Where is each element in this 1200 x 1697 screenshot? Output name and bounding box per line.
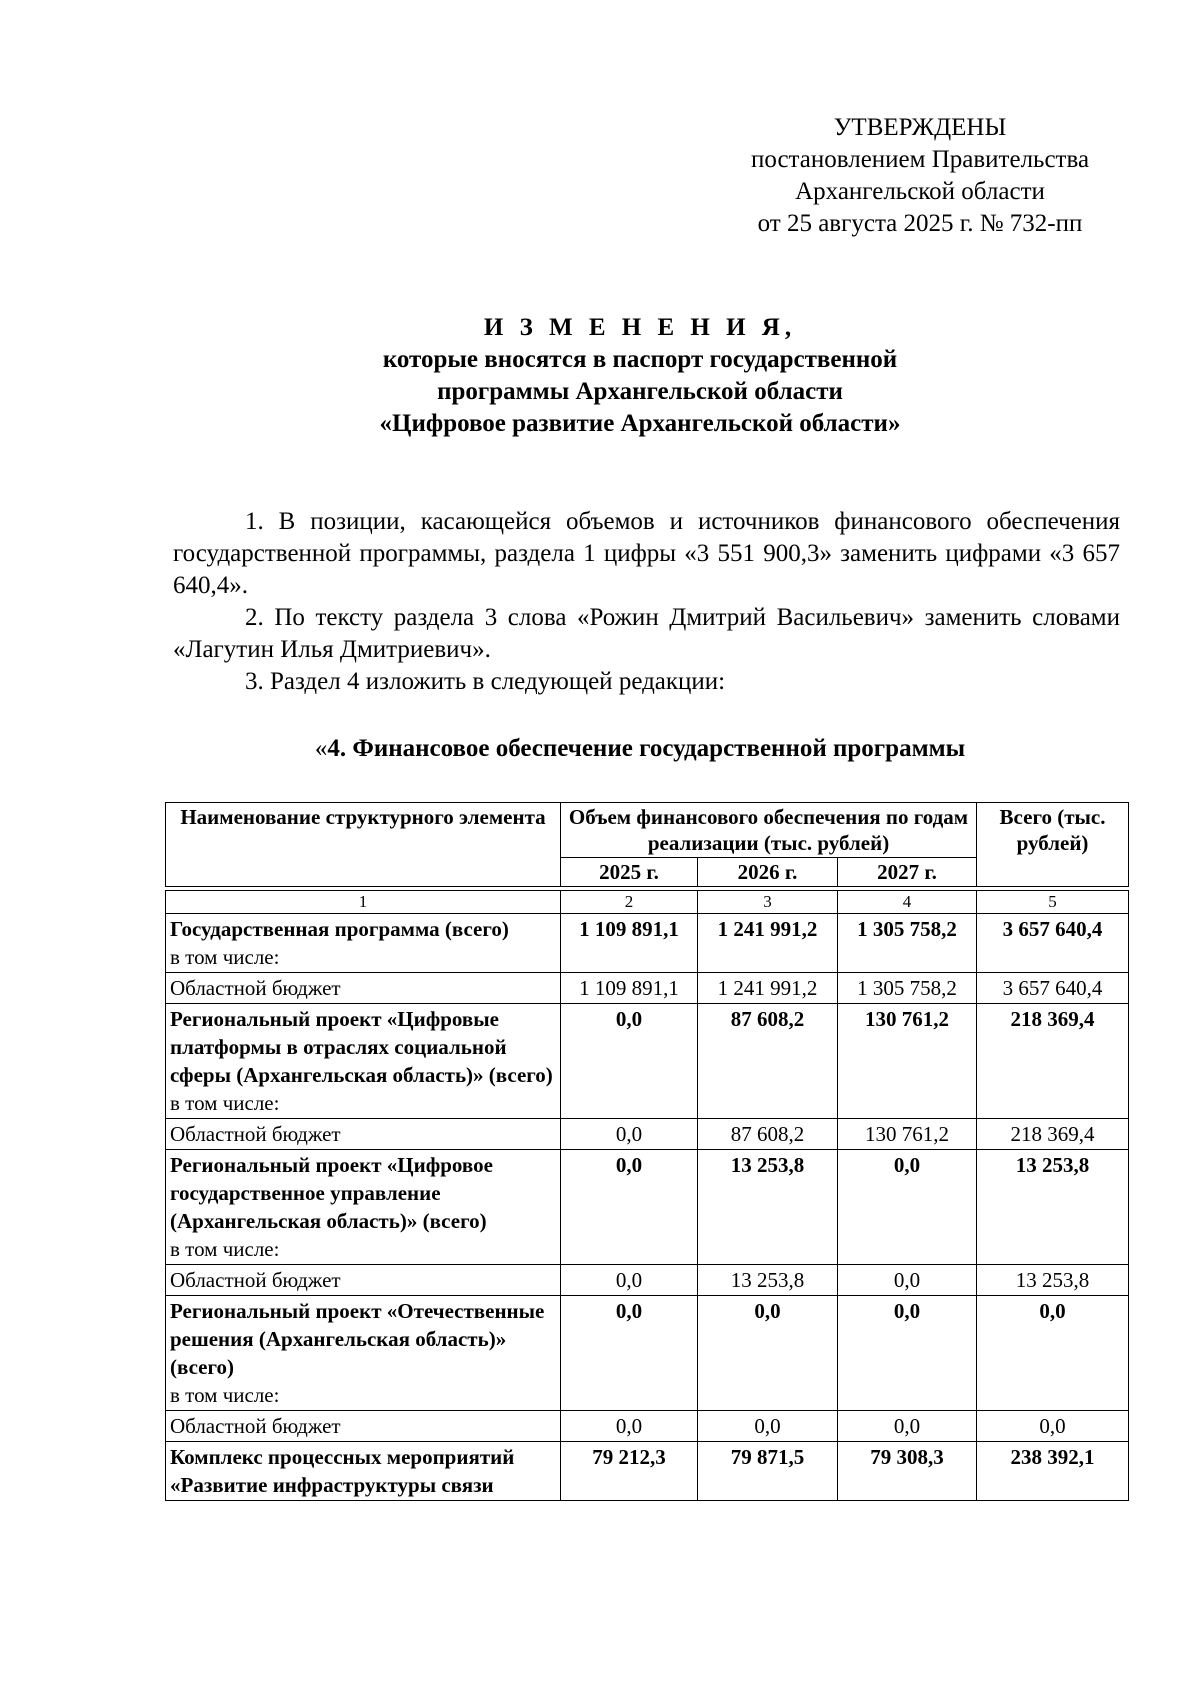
row-title: Государственная программа (всего) [170, 917, 509, 941]
document-title [160, 312, 1120, 440]
row-name [166, 1442, 561, 1501]
value-total: 0,0 [977, 1411, 1129, 1442]
column-number: 1 [166, 891, 561, 914]
value-2026: 0,0 [698, 1296, 838, 1411]
header-year-2025: 2025 г. [561, 858, 698, 887]
value-total: 0,0 [977, 1296, 1129, 1411]
value-2026: 1 241 991,2 [698, 914, 838, 973]
value-2025: 0,0 [561, 1119, 698, 1150]
amendments-text [173, 506, 1120, 698]
value-2026: 79 871,5 [698, 1442, 838, 1501]
value-2027: 130 761,2 [838, 1119, 977, 1150]
title-program-name: «Цифровое развитие Архангельской области» [379, 410, 901, 437]
header-name: Наименование структурного элемента [166, 803, 561, 887]
table-header-row [166, 803, 1129, 858]
value-2025: 1 109 891,1 [561, 973, 698, 1004]
value-total: 13 253,8 [977, 1265, 1129, 1296]
row-sub-label: в том числе: [170, 945, 280, 969]
row-name: Областной бюджет [166, 1411, 561, 1442]
title-line: которые вносятся в паспорт государственной [382, 346, 898, 373]
table-row [166, 1004, 1129, 1119]
row-name [166, 1150, 561, 1265]
value-total: 3 657 640,4 [977, 914, 1129, 973]
table-row [166, 914, 1129, 973]
opening-quote: « [314, 735, 328, 762]
table-row [166, 973, 1129, 1004]
approval-block [720, 112, 1120, 240]
value-2025: 0,0 [561, 1411, 698, 1442]
value-2026: 87 608,2 [698, 1119, 838, 1150]
value-2027: 0,0 [838, 1150, 977, 1265]
approval-line: Архангельской области [795, 178, 1045, 205]
approval-line: постановлением Правительства [750, 146, 1090, 173]
section-title [160, 735, 1120, 763]
value-2025: 79 212,3 [561, 1442, 698, 1501]
row-name [166, 914, 561, 973]
row-title: Региональный проект «Цифровое государственное управление (Архангельская область)» (всего) [170, 1153, 493, 1233]
value-2025: 0,0 [561, 1296, 698, 1411]
row-sub-label: в том числе: [170, 1091, 280, 1115]
column-number-row [166, 891, 1129, 914]
table-row [166, 1119, 1129, 1150]
value-total: 13 253,8 [977, 1150, 1129, 1265]
value-2027: 130 761,2 [838, 1004, 977, 1119]
value-total: 218 369,4 [977, 1119, 1129, 1150]
row-name: Областной бюджет [166, 973, 561, 1004]
header-year-2026: 2026 г. [698, 858, 838, 887]
approval-date: от 25 августа 2025 г. № 732-пп [757, 210, 1083, 237]
value-2026: 13 253,8 [698, 1150, 838, 1265]
column-number: 5 [977, 891, 1129, 914]
header-total: Всего (тыс. рублей) [977, 803, 1129, 887]
value-total: 238 392,1 [977, 1442, 1129, 1501]
paragraph-2: 2. По тексту раздела 3 слова «Рожин Дмитрий Васильевич» заменить словами «Лагутин Илья Дмитриевич». [173, 604, 1120, 663]
value-2025: 1 109 891,1 [561, 914, 698, 973]
row-title: Региональный проект «Цифровые платформы в отраслях социальной сферы (Архангельская область)» (всего) [170, 1007, 553, 1087]
section-title-text: 4. Финансовое обеспечение государственной программы [327, 735, 966, 762]
column-number: 2 [561, 891, 698, 914]
row-name: Областной бюджет [166, 1265, 561, 1296]
value-2025: 0,0 [561, 1150, 698, 1265]
value-2027: 1 305 758,2 [838, 973, 977, 1004]
table-row [166, 1296, 1129, 1411]
value-2026: 87 608,2 [698, 1004, 838, 1119]
value-2027: 0,0 [838, 1265, 977, 1296]
table-row [166, 1411, 1129, 1442]
title-line: программы Архангельской области [437, 378, 843, 405]
approval-title: УТВЕРЖДЕНЫ [833, 114, 1007, 141]
value-2025: 0,0 [561, 1004, 698, 1119]
paragraph-1: 1. В позиции, касающейся объемов и источников финансового обеспечения государственной программы, раздела 1 цифры «3 551 900,3» заменить цифрами «3 657 640,4». [173, 508, 1120, 599]
row-sub-label: в том числе: [170, 1383, 280, 1407]
value-total: 3 657 640,4 [977, 973, 1129, 1004]
value-2026: 13 253,8 [698, 1265, 838, 1296]
title-heading: И З М Е Н Е Н И Я, [483, 314, 797, 341]
header-volume: Объем финансового обеспечения по годам реализации (тыс. рублей) [561, 803, 977, 858]
value-2027: 79 308,3 [838, 1442, 977, 1501]
value-2027: 0,0 [838, 1296, 977, 1411]
row-name: Областной бюджет [166, 1119, 561, 1150]
table-row [166, 1442, 1129, 1501]
financing-table [165, 802, 1129, 1501]
row-name [166, 1004, 561, 1119]
row-sub-label: в том числе: [170, 1237, 280, 1261]
value-2025: 0,0 [561, 1265, 698, 1296]
value-2027: 1 305 758,2 [838, 914, 977, 973]
value-total: 218 369,4 [977, 1004, 1129, 1119]
row-name [166, 1296, 561, 1411]
row-title: Комплекс процессных мероприятий «Развитие инфраструктуры связи [170, 1445, 515, 1497]
column-number: 4 [838, 891, 977, 914]
column-number: 3 [698, 891, 838, 914]
header-year-2027: 2027 г. [838, 858, 977, 887]
row-title: Региональный проект «Отечественные решения (Архангельская область)» (всего) [170, 1299, 545, 1379]
table-row [166, 1265, 1129, 1296]
paragraph-3: 3. Раздел 4 изложить в следующей редакции: [245, 668, 726, 695]
value-2026: 0,0 [698, 1411, 838, 1442]
table-row [166, 1150, 1129, 1265]
value-2026: 1 241 991,2 [698, 973, 838, 1004]
value-2027: 0,0 [838, 1411, 977, 1442]
